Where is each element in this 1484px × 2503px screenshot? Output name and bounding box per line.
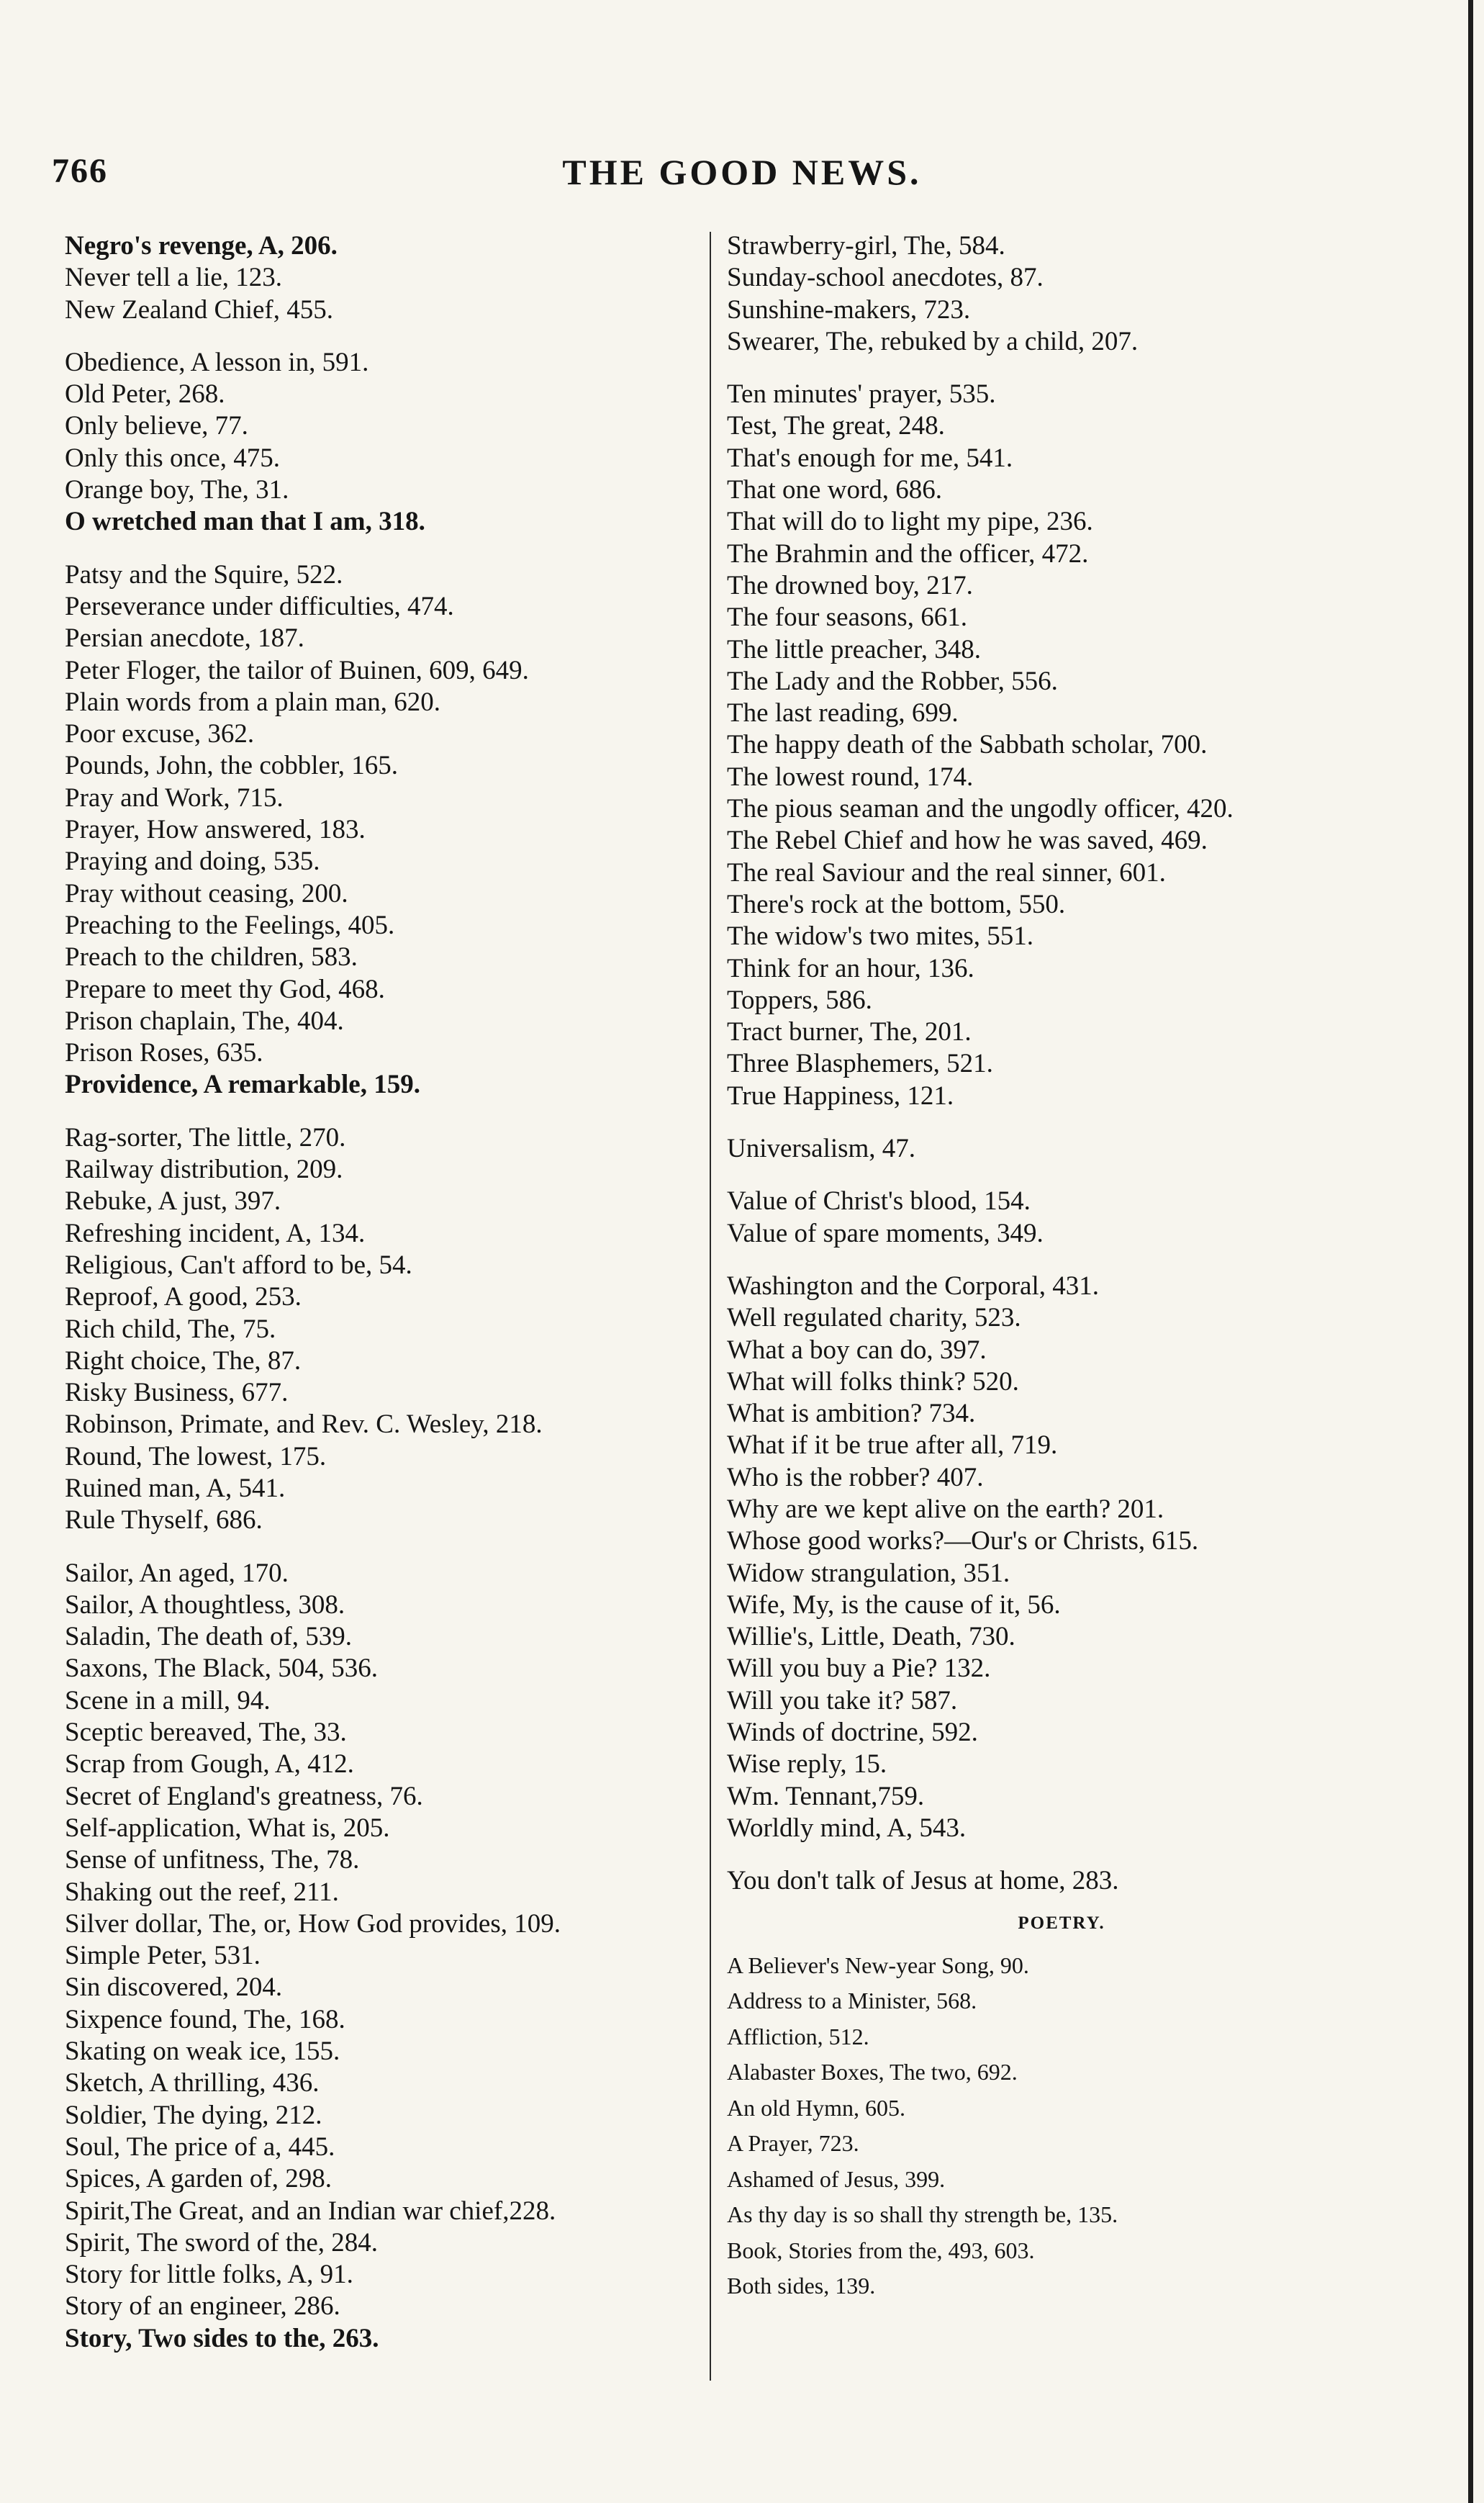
index-list-right (727, 230, 1396, 1898)
index-entry: The pious seaman and the ungodly officer, 420. (727, 794, 1234, 824)
index-entry: Sunday-school anecdotes, 87. (727, 263, 1044, 293)
index-entry: Sin discovered, 204. (65, 1972, 283, 2003)
index-entry: Pray without ceasing, 200. (65, 878, 348, 908)
poetry-entry: Book, Stories from the, 493, 603. (727, 2237, 1035, 2263)
index-entry: Wife, My, is the cause of it, 56. (727, 1589, 1061, 1620)
index-entry: Refreshing incident, A, 134. (65, 1218, 366, 1248)
index-entry: The real Saviour and the real sinner, 601. (727, 857, 1166, 888)
index-entry: What is ambition? 734. (727, 1399, 976, 1429)
index-entry: Value of Christ's blood, 154. (727, 1186, 1031, 1217)
page-edge-shadow (1468, 0, 1473, 2503)
index-entry: Saxons, The Black, 504, 536. (65, 1654, 379, 1684)
index-entry: There's rock at the bottom, 550. (727, 889, 1066, 919)
poetry-entry: Ashamed of Jesus, 399. (727, 2165, 946, 2192)
index-entry: Poor excuse, 362. (65, 719, 255, 749)
index-entry: That one word, 686. (727, 475, 943, 505)
index-entry: Worldly mind, A, 543. (727, 1813, 967, 1843)
index-entry: Soldier, The dying, 212. (65, 2100, 322, 2130)
index-entry: Willie's, Little, Death, 730. (727, 1622, 1015, 1652)
index-entry: Spirit,The Great, and an Indian war chief,228. (65, 2196, 556, 2226)
index-entry: Rag-sorter, The little, 270. (65, 1122, 346, 1153)
poetry-entry: A Prayer, 723. (727, 2130, 859, 2157)
poetry-entry: Both sides, 139. (727, 2273, 876, 2299)
index-entry: Perseverance under difficulties, 474. (65, 591, 454, 621)
index-entry: Self-application, What is, 205. (65, 1813, 390, 1843)
section-spacer (65, 1101, 698, 1122)
section-spacer (727, 1844, 1396, 1865)
section-spacer (65, 1537, 698, 1558)
index-entry: Shaking out the reef, 211. (65, 1877, 339, 1907)
index-entry: Pounds, John, the cobbler, 165. (65, 751, 399, 781)
index-entry: The drowned boy, 217. (727, 570, 973, 600)
section-spacer (727, 1112, 1396, 1133)
index-entry: Ruined man, A, 541. (65, 1473, 286, 1503)
index-entry: Test, The great, 248. (727, 411, 945, 441)
page-number: 766 (52, 152, 108, 190)
index-entry: Silver dollar, The, or, How God provides, 109. (65, 1908, 561, 1939)
index-entry: Prepare to meet thy God, 468. (65, 974, 385, 1004)
index-entry: Swearer, The, rebuked by a child, 207. (727, 326, 1139, 356)
index-entry: The little preacher, 348. (727, 634, 981, 664)
index-entry: Widow strangulation, 351. (727, 1558, 1010, 1588)
running-title: THE GOOD NEWS. (562, 152, 922, 192)
index-entry: Plain words from a plain man, 620. (65, 687, 441, 717)
index-entry: Pray and Work, 715. (65, 783, 284, 813)
index-entry: Will you take it? 587. (727, 1685, 958, 1715)
index-entry: Who is the robber? 407. (727, 1462, 984, 1492)
index-entry: Rule Thyself, 686. (65, 1505, 263, 1535)
index-entry: Peter Floger, the tailor of Buinen, 609, 649. (65, 655, 529, 685)
index-entry: Sailor, A thoughtless, 308. (65, 1589, 345, 1620)
index-entry: What will folks think? 520. (727, 1366, 1019, 1397)
index-entry: Wise reply, 15. (727, 1749, 887, 1780)
index-entry: Value of spare moments, 349. (727, 1218, 1044, 1248)
index-column-right (727, 230, 1396, 2304)
poetry-heading: POETRY. (1018, 1913, 1105, 1933)
index-entry: Strawberry-girl, The, 584. (727, 231, 1005, 261)
index-entry: Orange boy, The, 31. (65, 475, 289, 505)
index-entry: Secret of England's greatness, 76. (65, 1781, 423, 1811)
index-entry: Sailor, An aged, 170. (65, 1558, 289, 1588)
index-entry: Spices, A garden of, 298. (65, 2164, 332, 2194)
index-entry: Sunshine-makers, 723. (727, 294, 971, 325)
index-entry: The four seasons, 661. (727, 603, 967, 633)
index-entry: Will you buy a Pie? 132. (727, 1654, 991, 1684)
index-entry: The Brahmin and the officer, 472. (727, 538, 1089, 569)
index-entry: Railway distribution, 209. (65, 1155, 343, 1185)
index-entry: What a boy can do, 397. (727, 1335, 987, 1365)
index-entry: Risky Business, 677. (65, 1378, 289, 1408)
index-entry: That's enough for me, 541. (727, 443, 1013, 473)
index-entry: Tract burner, The, 201. (727, 1017, 972, 1047)
index-entry: Round, The lowest, 175. (65, 1441, 327, 1471)
index-entry: Sceptic bereaved, The, 33. (65, 1718, 347, 1748)
index-entry: Never tell a lie, 123. (65, 263, 283, 293)
index-entry: Only believe, 77. (65, 411, 248, 441)
index-entry: Preach to the children, 583. (65, 942, 358, 973)
index-entry: Patsy and the Squire, 522. (65, 559, 343, 590)
poetry-entry: As thy day is so shall thy strength be, 135. (727, 2201, 1118, 2228)
section-spacer (727, 358, 1396, 379)
index-entry: Prison Roses, 635. (65, 1038, 263, 1068)
index-entry: Praying and doing, 535. (65, 847, 320, 877)
index-entry: Soul, The price of a, 445. (65, 2132, 335, 2162)
index-entry: The widow's two mites, 551. (727, 921, 1033, 952)
index-entry: That will do to light my pipe, 236. (727, 507, 1093, 537)
index-entry: The Rebel Chief and how he was saved, 469. (727, 826, 1208, 856)
poetry-list (727, 1948, 1396, 2304)
index-list-left (65, 230, 698, 2355)
index-entry: O wretched man that I am, 318. (65, 507, 425, 537)
index-entry: Obedience, A lesson in, 591. (65, 347, 369, 377)
index-entry: Persian anecdote, 187. (65, 623, 304, 654)
index-entry: Skating on weak ice, 155. (65, 2037, 340, 2067)
index-entry: Three Blasphemers, 521. (727, 1049, 993, 1079)
index-entry: Prison chaplain, The, 404. (65, 1006, 344, 1036)
index-entry: Old Peter, 268. (65, 379, 225, 410)
index-entry: True Happiness, 121. (727, 1081, 954, 1111)
index-entry: Simple Peter, 531. (65, 1941, 261, 1971)
poetry-entry: A Believer's New-year Song, 90. (727, 1952, 1029, 1978)
index-entry: Preaching to the Feelings, 405. (65, 910, 395, 940)
index-entry: Sketch, A thrilling, 436. (65, 2068, 320, 2098)
index-entry: The lowest round, 174. (727, 762, 974, 792)
index-entry: Rich child, The, 75. (65, 1314, 276, 1344)
index-entry: New Zealand Chief, 455. (65, 294, 333, 325)
index-entry: Negro's revenge, A, 206. (65, 231, 338, 261)
section-spacer (727, 1165, 1396, 1186)
index-entry: The happy death of the Sabbath scholar, 700. (727, 730, 1208, 760)
index-entry: Sixpence found, The, 168. (65, 2004, 345, 2034)
poetry-entry: Address to a Minister, 568. (727, 1988, 977, 2014)
index-entry: Story of an engineer, 286. (65, 2291, 340, 2322)
index-entry: Sense of unfitness, The, 78. (65, 1845, 360, 1875)
index-entry: Wm. Tennant,759. (727, 1781, 925, 1811)
index-entry: Whose good works?—Our's or Christs, 615. (727, 1526, 1199, 1556)
index-entry: Story, Two sides to the, 263. (65, 2323, 379, 2353)
index-entry: Prayer, How answered, 183. (65, 815, 366, 845)
poetry-entry: An old Hymn, 605. (727, 2094, 905, 2121)
index-entry: Providence, A remarkable, 159. (65, 1070, 420, 1100)
section-spacer (65, 326, 698, 347)
index-entry: Religious, Can't afford to be, 54. (65, 1250, 412, 1280)
index-column-left (65, 230, 698, 2355)
index-entry: You don't talk of Jesus at home, 283. (727, 1866, 1119, 1896)
poetry-entry: Alabaster Boxes, The two, 692. (727, 2059, 1018, 2085)
index-entry: The Lady and the Robber, 556. (727, 666, 1058, 696)
index-entry: Think for an hour, 136. (727, 953, 974, 983)
index-entry: Only this once, 475. (65, 443, 281, 473)
index-entry: Spirit, The sword of the, 284. (65, 2227, 379, 2258)
index-entry: Washington and the Corporal, 431. (727, 1271, 1099, 1301)
index-entry: Reproof, A good, 253. (65, 1282, 302, 1312)
index-entry: Well regulated charity, 523. (727, 1303, 1021, 1333)
section-spacer (65, 538, 698, 559)
index-entry: Scene in a mill, 94. (65, 1685, 271, 1715)
index-entry: Saladin, The death of, 539. (65, 1622, 353, 1652)
index-entry: Toppers, 586. (727, 985, 872, 1015)
index-entry: Right choice, The, 87. (65, 1345, 302, 1376)
index-entry: Robinson, Primate, and Rev. C. Wesley, 218. (65, 1410, 543, 1440)
index-entry: The last reading, 699. (727, 698, 959, 729)
index-entry: What if it be true after all, 719. (727, 1430, 1058, 1461)
index-entry: Ten minutes' prayer, 535. (727, 379, 996, 410)
poetry-entry: Affliction, 512. (727, 2023, 869, 2049)
index-entry: Scrap from Gough, A, 412. (65, 1749, 354, 1780)
index-entry: Why are we kept alive on the earth? 201. (727, 1494, 1164, 1524)
index-entry: Winds of doctrine, 592. (727, 1718, 978, 1748)
column-divider (710, 232, 711, 2381)
index-entry: Rebuke, A just, 397. (65, 1186, 281, 1217)
index-entry: Universalism, 47. (727, 1134, 916, 1164)
index-entry: Story for little folks, A, 91. (65, 2260, 353, 2290)
section-spacer (727, 1250, 1396, 1271)
